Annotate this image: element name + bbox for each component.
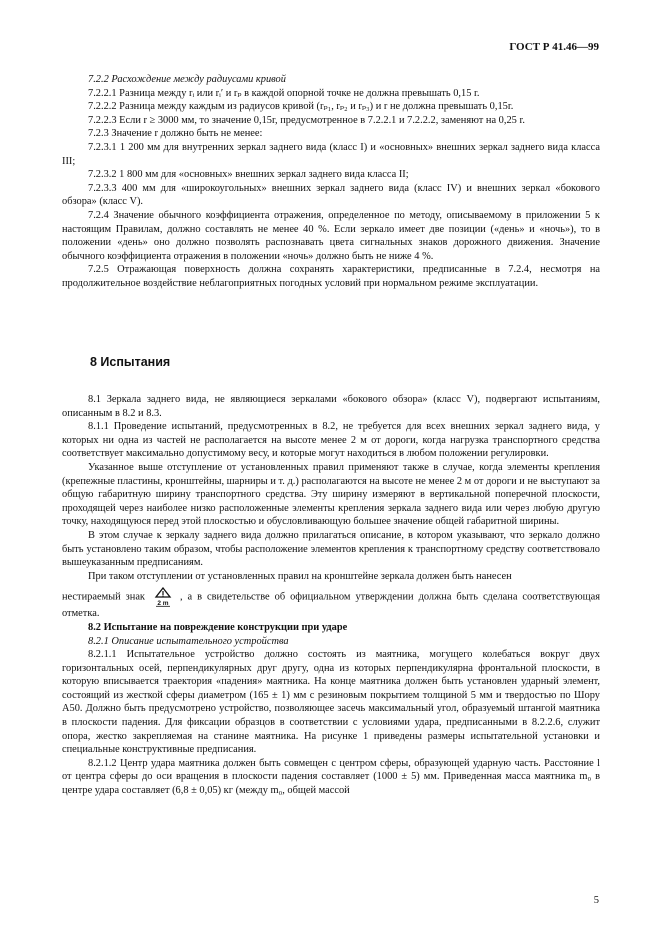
page-number: 5 <box>593 895 599 906</box>
clause-8-1-1: 8.1.1 Проведение испытаний, предусмотренных в 8.2, не требуется для всех внешних зеркал заднего вида, у которых ни одна из частей не располагается на высоте менее 2 м от дороги, когда нагрузка транспортного средства соответствует максимально допустимому весу, и которые могут находиться в любом положении регулировки. <box>62 421 600 460</box>
clause-7-2-2-3: 7.2.2.3 Если r ≥ 3000 мм, то значение 0,15r, предусмотренное в 7.2.2.1 и 7.2.2.2, заменяют на 0,25 r. <box>88 114 525 126</box>
warning-triangle-sign-icon <box>154 587 172 607</box>
paragraph-exception: Указанное выше отступление от установленных правил применяют также в случае, когда элементы крепления (крепежные пластины, кронштейны, шарниры и т. д.) располагаются на высоте не менее 2 м от дороги и не выступают за общую габаритную ширину транспортного средства. Эту ширину измеряют в вертикальной поперечной плоскости, проходящей через наиболее низко расположенные элементы крепления зеркала заднего вида или через любую другую точку, находящуюся перед этой плоскостью и обусловливающую большее значение общей габаритной ширины. <box>62 461 600 528</box>
clause-7-2-3-3: 7.2.3.3 400 мм для «широкоугольных» внешних зеркал заднего вида (класс IV) и внешних зеркал «бокового обзора» (класс V). <box>62 182 600 208</box>
paragraph-marking: При таком отступлении от установленных правил на кронштейне зеркала должен быть нанесен <box>88 570 512 582</box>
clause-8-2-1-1: 8.2.1.1 Испытательное устройство должно состоять из маятника, могущего колебаться вокруг двух горизонтальных осей, перпендикулярных друг другу, одна из которых перпендикулярна фронтальной плоскости, в которую вписывается траектория «падения» маятника. На конце маятника должен быть установлен ударный элемент, состоящий из жесткой сферы диаметром (165 ± 1) мм с резиновым покрытием толщиной 5 мм и твердостью по Шору А50. Должно быть предусмотрено устройство, позволяющее засечь максимальный угол, образуемый штангой маятника в плоскости падения. Для фиксации образцов в соответствии с условиями удара, предписанными в 8.2.2.6, служит опора, жестко закрепляемая на станине маятника. На рисунке 1 приведены размеры испытательной установки и специальные конструктивные предписания. <box>62 649 600 756</box>
svg-text:2 m: 2 m <box>157 600 169 608</box>
paragraph-sign: нестираемый знак 2 m , а в свидетельстве об официальном утверждении должна быть сделана соответствующая отметка. <box>62 587 600 621</box>
section-7-text <box>62 73 600 291</box>
paragraph-description: В этом случае к зеркалу заднего вида должно прилагаться описание, в котором указывают, что зеркало должно быть установлено таким образом, чтобы расположение элементов крепления к транспортному средству соответствовало вышеуказанным предписаниям. <box>62 529 600 569</box>
section-8-heading: 8 Испытания <box>90 355 171 369</box>
section-8-text <box>62 393 600 798</box>
document-header: ГОСТ Р 41.46—99 <box>509 41 599 53</box>
clause-7-2-2: 7.2.2 Расхождение между радиусами кривой <box>88 74 286 85</box>
clause-7-2-2-1: 7.2.2.1 Разница между rᵢ или rᵢ′ и rₚ в каждой опорной точке не должна превышать 0,15 r. <box>88 87 480 99</box>
clause-8-1: 8.1 Зеркала заднего вида, не являющиеся зеркалами «бокового обзора» (класс V), подвергают испытаниям, описанным в 8.2 и 8.3. <box>62 394 600 419</box>
clause-8-2-1: 8.2.1 Описание испытательного устройства <box>88 635 289 647</box>
clause-7-2-5: 7.2.5 Отражающая поверхность должна сохранять характеристики, предписанные в 7.2.4, несмотря на продолжительное воздействие неблагоприятных погодных условий при нормальном режиме эксплуатации. <box>62 264 600 289</box>
clause-7-2-3-2: 7.2.3.2 1 800 мм для «основных» внешних зеркал заднего вида класса II; <box>88 169 409 181</box>
clause-7-2-3-1: 7.2.3.1 1 200 мм для внутренних зеркал заднего вида (класс I) и «основных» внешних зеркал заднего вида класса III; <box>62 141 600 167</box>
clause-7-2-3: 7.2.3 Значение r должно быть не менее: <box>88 128 263 140</box>
clause-7-2-4: 7.2.4 Значение обычного коэффициента отражения, определенное по методу, описываемому в приложении 5 к настоящим Правилам, должно составлять не менее 40 %. Если зеркало имеет две позиции («день» и «ночь»), то в положении «день» оно должно позволять распознавать цвета сигнальных знаков дорожного движения. Значение обычного коэффициента отражения в положении «ночь» должно быть не ниже 4 %. <box>62 209 600 262</box>
clause-8-2-1-2: 8.2.1.2 Центр удара маятника должен быть совмещен с центром сферы, образующей ударную часть. Расстояние l от центра сферы до оси вращения в плоскости падения составляет (1000 ± 5) мм. Приведенная масса маятника m₀ в центре удара составляет (6,8 ± 0,05) кг (между m₀, общей массой <box>62 757 600 797</box>
clause-7-2-2-2: 7.2.2.2 Разница между каждым из радиусов кривой (rₚ₁, rₚ₂ и rₚ₃) и r не должна превышать 0,15r. <box>88 101 514 113</box>
clause-8-2: 8.2 Испытание на повреждение конструкции при ударе <box>88 621 348 633</box>
